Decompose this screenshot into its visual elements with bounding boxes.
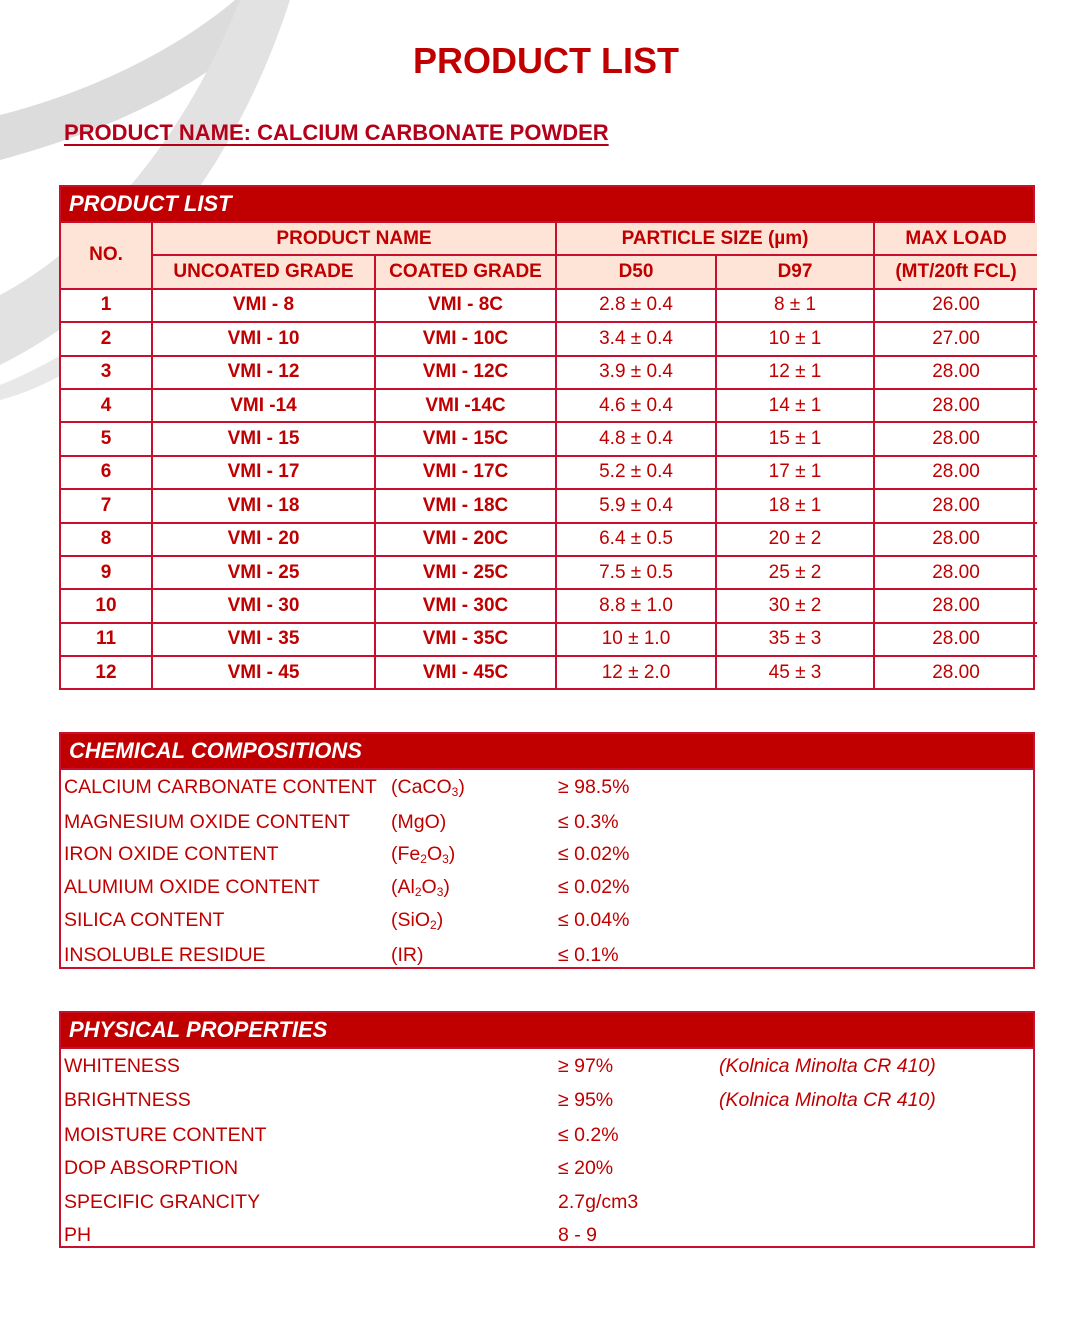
row-number: 11 bbox=[61, 623, 152, 656]
uncoated-grade-cell: VMI - 12 bbox=[152, 356, 375, 389]
chemical-row bbox=[61, 771, 1033, 805]
formula-part: (Fe bbox=[391, 843, 421, 865]
formula-part: ) bbox=[448, 843, 456, 865]
d97-cell: 18 ± 1 bbox=[716, 489, 874, 522]
chemical-name: INSOLUBLE RESIDUE bbox=[64, 944, 266, 966]
max-load-cell: 28.00 bbox=[874, 656, 1037, 688]
formula-subscript: 3 bbox=[442, 852, 449, 866]
formula-part: (IR) bbox=[391, 944, 424, 966]
max-load-cell: 28.00 bbox=[874, 422, 1037, 455]
property-name: MOISTURE CONTENT bbox=[64, 1124, 267, 1146]
property-value: ≥ 95% bbox=[558, 1089, 614, 1111]
chemical-value: ≤ 0.02% bbox=[558, 843, 630, 865]
header-d97: D97 bbox=[716, 255, 874, 288]
table-row bbox=[61, 322, 1037, 355]
table-row bbox=[61, 456, 1037, 489]
formula-part: (SiO bbox=[391, 909, 430, 931]
chemical-name: MAGNESIUM OXIDE CONTENT bbox=[64, 811, 351, 833]
property-note: (Kolnica Minolta CR 410) bbox=[719, 1089, 936, 1111]
uncoated-grade-cell: VMI -14 bbox=[152, 389, 375, 422]
formula-part: ) bbox=[458, 776, 465, 798]
header-max-load-unit: (MT/20ft FCL) bbox=[874, 255, 1037, 288]
d50-cell: 10 ± 1.0 bbox=[556, 623, 716, 656]
property-value: ≥ 97% bbox=[558, 1055, 614, 1077]
chemical-value: ≤ 0.04% bbox=[558, 909, 630, 931]
coated-grade-cell: VMI - 17C bbox=[375, 456, 556, 489]
header-no: NO. bbox=[61, 223, 152, 289]
chemical-formula bbox=[391, 776, 465, 799]
property-name: WHITENESS bbox=[64, 1055, 180, 1077]
property-name: PH bbox=[64, 1224, 92, 1246]
formula-subscript: 2 bbox=[414, 885, 422, 899]
table-row bbox=[61, 422, 1037, 455]
max-load-cell: 28.00 bbox=[874, 489, 1037, 522]
d50-cell: 3.9 ± 0.4 bbox=[556, 356, 716, 389]
formula-part: O bbox=[421, 876, 437, 898]
uncoated-grade-cell: VMI - 15 bbox=[152, 422, 375, 455]
d50-cell: 4.8 ± 0.4 bbox=[556, 422, 716, 455]
formula-part: ) bbox=[436, 909, 444, 931]
d97-cell: 8 ± 1 bbox=[716, 289, 874, 322]
formula-subscript: 3 bbox=[436, 885, 444, 899]
header-d50: D50 bbox=[556, 255, 716, 288]
table-row bbox=[61, 556, 1037, 589]
physical-row bbox=[61, 1050, 1033, 1084]
chemical-row bbox=[61, 838, 1033, 872]
row-number: 6 bbox=[61, 456, 152, 489]
physical-row bbox=[61, 1152, 1033, 1186]
d97-cell: 20 ± 2 bbox=[716, 523, 874, 556]
physical-row bbox=[61, 1084, 1033, 1118]
product-name-heading: PRODUCT NAME: CALCIUM CARBONATE POWDER bbox=[64, 120, 609, 145]
max-load-cell: 28.00 bbox=[874, 523, 1037, 556]
max-load-cell: 28.00 bbox=[874, 623, 1037, 656]
formula-part: (Al bbox=[391, 876, 415, 898]
chemical-value: ≤ 0.1% bbox=[558, 944, 619, 966]
row-number: 7 bbox=[61, 489, 152, 522]
max-load-cell: 26.00 bbox=[874, 289, 1037, 322]
d50-cell: 3.4 ± 0.4 bbox=[556, 322, 716, 355]
chemical-name: CALCIUM CARBONATE CONTENT bbox=[64, 776, 377, 798]
max-load-cell: 27.00 bbox=[874, 322, 1037, 355]
table-row bbox=[61, 623, 1037, 656]
chemical-value: ≥ 98.5% bbox=[558, 776, 630, 798]
uncoated-grade-cell: VMI - 17 bbox=[152, 456, 375, 489]
chemical-value: ≤ 0.3% bbox=[558, 811, 619, 833]
property-note: (Kolnica Minolta CR 410) bbox=[719, 1055, 936, 1077]
max-load-cell: 28.00 bbox=[874, 556, 1037, 589]
uncoated-grade-cell: VMI - 35 bbox=[152, 623, 375, 656]
chemical-section-title: CHEMICAL COMPOSITIONS bbox=[61, 734, 1033, 770]
d97-cell: 14 ± 1 bbox=[716, 389, 874, 422]
formula-part: ) bbox=[443, 876, 450, 898]
table-row bbox=[61, 289, 1037, 322]
table-row bbox=[61, 523, 1037, 556]
d50-cell: 12 ± 2.0 bbox=[556, 656, 716, 688]
coated-grade-cell: VMI - 8C bbox=[375, 289, 556, 322]
property-value: ≤ 20% bbox=[558, 1157, 614, 1179]
d50-cell: 6.4 ± 0.5 bbox=[556, 523, 716, 556]
row-number: 8 bbox=[61, 523, 152, 556]
chemical-row bbox=[61, 871, 1033, 905]
chemical-formula bbox=[391, 909, 443, 932]
chemical-formula bbox=[391, 876, 450, 899]
coated-grade-cell: VMI -14C bbox=[375, 389, 556, 422]
coated-grade-cell: VMI - 30C bbox=[375, 589, 556, 622]
property-name: SPECIFIC GRANCITY bbox=[64, 1191, 261, 1213]
table-row bbox=[61, 489, 1037, 522]
row-number: 12 bbox=[61, 656, 152, 688]
d50-cell: 7.5 ± 0.5 bbox=[556, 556, 716, 589]
table-row bbox=[61, 589, 1037, 622]
row-number: 2 bbox=[61, 322, 152, 355]
uncoated-grade-cell: VMI - 8 bbox=[152, 289, 375, 322]
d97-cell: 35 ± 3 bbox=[716, 623, 874, 656]
formula-part: O bbox=[426, 843, 443, 865]
row-number: 10 bbox=[61, 589, 152, 622]
uncoated-grade-cell: VMI - 18 bbox=[152, 489, 375, 522]
coated-grade-cell: VMI - 18C bbox=[375, 489, 556, 522]
row-number: 1 bbox=[61, 289, 152, 322]
header-max-load: MAX LOAD bbox=[874, 223, 1037, 255]
table-row bbox=[61, 389, 1037, 422]
table-row bbox=[61, 356, 1037, 389]
product-list-section-title: PRODUCT LIST bbox=[61, 187, 1033, 223]
max-load-cell: 28.00 bbox=[874, 589, 1037, 622]
physical-row bbox=[61, 1219, 1033, 1253]
coated-grade-cell: VMI - 25C bbox=[375, 556, 556, 589]
header-uncoated-grade: UNCOATED GRADE bbox=[152, 255, 375, 288]
product-list-section bbox=[59, 185, 1035, 690]
formula-part: (CaCO bbox=[391, 776, 452, 798]
chemical-name: ALUMIUM OXIDE CONTENT bbox=[64, 876, 320, 898]
d97-cell: 30 ± 2 bbox=[716, 589, 874, 622]
chemical-name: IRON OXIDE CONTENT bbox=[64, 843, 279, 865]
product-table bbox=[61, 223, 1037, 688]
header-coated-grade: COATED GRADE bbox=[375, 255, 556, 288]
d97-cell: 17 ± 1 bbox=[716, 456, 874, 489]
formula-subscript: 2 bbox=[420, 852, 427, 866]
formula-subscript: 3 bbox=[451, 785, 459, 799]
coated-grade-cell: VMI - 20C bbox=[375, 523, 556, 556]
coated-grade-cell: VMI - 10C bbox=[375, 322, 556, 355]
chemical-formula bbox=[391, 944, 424, 967]
chemical-formula bbox=[391, 811, 446, 834]
property-name: DOP ABSORPTION bbox=[64, 1157, 239, 1179]
physical-section-title: PHYSICAL PROPERTIES bbox=[61, 1013, 1033, 1049]
d97-cell: 10 ± 1 bbox=[716, 322, 874, 355]
uncoated-grade-cell: VMI - 45 bbox=[152, 656, 375, 688]
row-number: 3 bbox=[61, 356, 152, 389]
chemical-formula bbox=[391, 843, 455, 866]
chemical-row bbox=[61, 806, 1033, 840]
max-load-cell: 28.00 bbox=[874, 389, 1037, 422]
chemical-row bbox=[61, 939, 1033, 973]
coated-grade-cell: VMI - 35C bbox=[375, 623, 556, 656]
uncoated-grade-cell: VMI - 25 bbox=[152, 556, 375, 589]
d50-cell: 5.2 ± 0.4 bbox=[556, 456, 716, 489]
physical-row bbox=[61, 1186, 1033, 1220]
d97-cell: 15 ± 1 bbox=[716, 422, 874, 455]
property-value: ≤ 0.2% bbox=[558, 1124, 619, 1146]
physical-row bbox=[61, 1119, 1033, 1153]
coated-grade-cell: VMI - 12C bbox=[375, 356, 556, 389]
d97-cell: 25 ± 2 bbox=[716, 556, 874, 589]
chemical-compositions-section bbox=[59, 732, 1035, 969]
row-number: 9 bbox=[61, 556, 152, 589]
uncoated-grade-cell: VMI - 10 bbox=[152, 322, 375, 355]
header-product-name: PRODUCT NAME bbox=[152, 223, 556, 255]
property-value: 8 - 9 bbox=[558, 1224, 598, 1246]
page-title: PRODUCT LIST bbox=[413, 40, 679, 81]
d50-cell: 8.8 ± 1.0 bbox=[556, 589, 716, 622]
property-value: 2.7g/cm3 bbox=[558, 1191, 639, 1213]
d50-cell: 4.6 ± 0.4 bbox=[556, 389, 716, 422]
d50-cell: 5.9 ± 0.4 bbox=[556, 489, 716, 522]
uncoated-grade-cell: VMI - 20 bbox=[152, 523, 375, 556]
formula-part: (MgO) bbox=[391, 811, 447, 833]
row-number: 5 bbox=[61, 422, 152, 455]
uncoated-grade-cell: VMI - 30 bbox=[152, 589, 375, 622]
physical-properties-section bbox=[59, 1011, 1035, 1248]
chemical-row bbox=[61, 904, 1033, 938]
header-particle-size: PARTICLE SIZE (µm) bbox=[556, 223, 874, 255]
d97-cell: 12 ± 1 bbox=[716, 356, 874, 389]
chemical-name: SILICA CONTENT bbox=[64, 909, 225, 931]
chemical-value: ≤ 0.02% bbox=[558, 876, 630, 898]
coated-grade-cell: VMI - 15C bbox=[375, 422, 556, 455]
max-load-cell: 28.00 bbox=[874, 456, 1037, 489]
formula-subscript: 2 bbox=[430, 918, 437, 932]
max-load-cell: 28.00 bbox=[874, 356, 1037, 389]
property-name: BRIGHTNESS bbox=[64, 1089, 191, 1111]
table-row bbox=[61, 656, 1037, 688]
d97-cell: 45 ± 3 bbox=[716, 656, 874, 688]
coated-grade-cell: VMI - 45C bbox=[375, 656, 556, 688]
row-number: 4 bbox=[61, 389, 152, 422]
d50-cell: 2.8 ± 0.4 bbox=[556, 289, 716, 322]
